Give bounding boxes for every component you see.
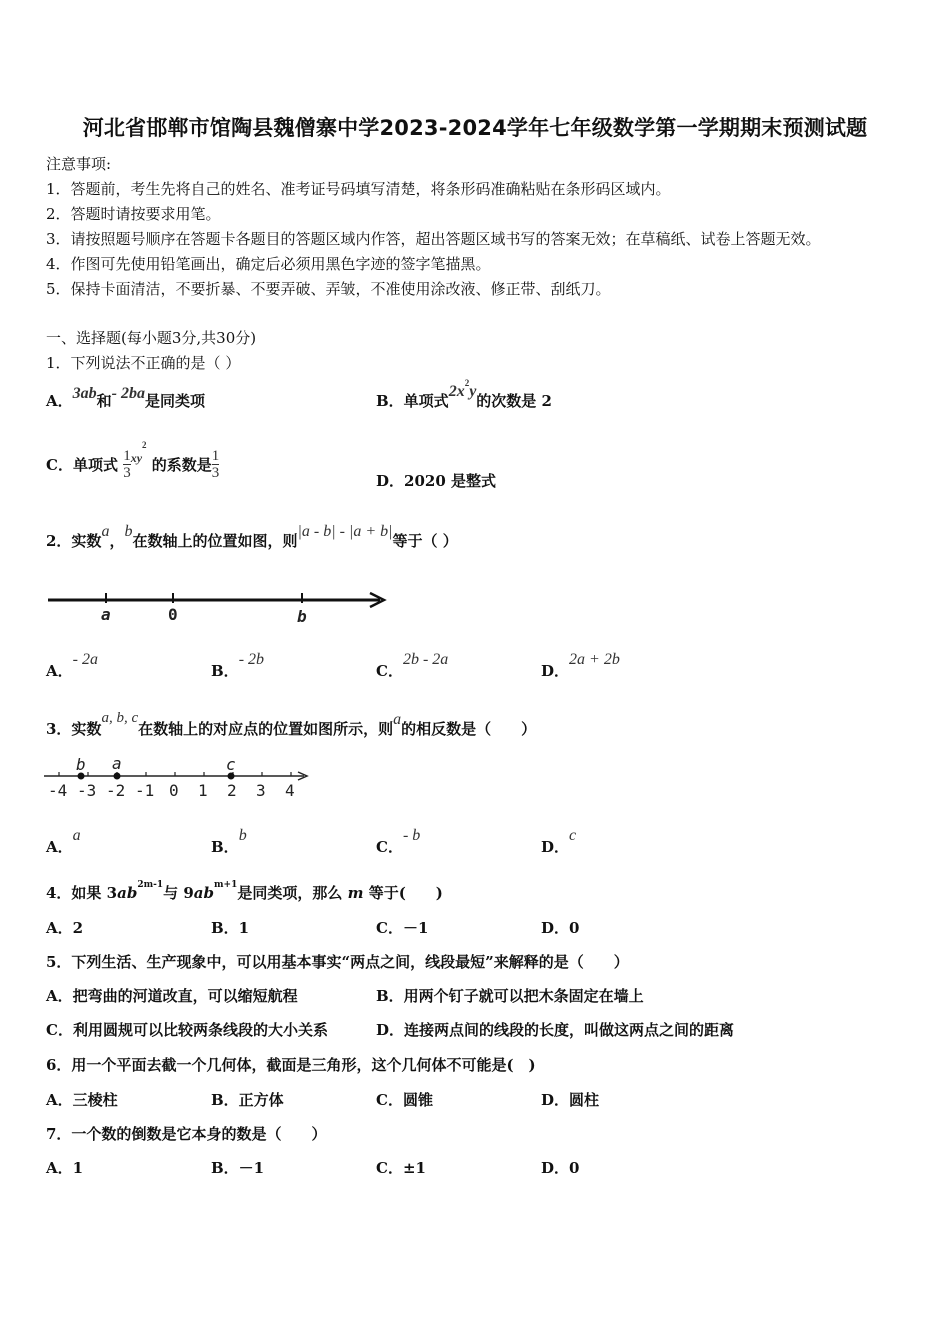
q5-option-b: B．用两个钉子就可以把木条固定在墙上	[376, 987, 644, 1005]
q3-option-c: C．- b	[376, 827, 421, 856]
q5-option-c: C．利用圆规可以比较两条线段的大小关系	[46, 1021, 328, 1039]
q6-option-c: C．圆锥	[376, 1091, 433, 1109]
note-item: 3．请按照题号顺序在答题卡各题目的答题区域内作答，超出答题区域书写的答案无效；在草稿纸、试卷上答题无效。	[46, 230, 821, 248]
note-item: 1．答题前，考生先将自己的姓名、准考证号码填写清楚，将条形码准确粘贴在条形码区域内。	[46, 180, 671, 198]
q7-stem: 7．一个数的倒数是它本身的数是（ ）	[46, 1125, 327, 1143]
label-c: c	[226, 756, 236, 774]
note-item: 4．作图可先使用铅笔画出，确定后必须用黑色字迹的签字笔描黑。	[46, 255, 491, 273]
tick-label: 2	[227, 781, 237, 800]
section-heading: 一、选择题(每小题3分,共30分)	[46, 329, 257, 347]
q6-stem: 6．用一个平面去截一个几何体，截面是三角形，这个几何体不可能是( )	[46, 1056, 536, 1074]
q2-number-line	[40, 585, 400, 630]
q7-option-c: C．±1	[376, 1159, 426, 1177]
tick-label: -3	[77, 781, 97, 800]
label-b: b	[76, 756, 86, 774]
q7-option-b: B．－1	[211, 1159, 265, 1177]
tick-label: -1	[135, 781, 155, 800]
note-item: 2．答题时请按要求用笔。	[46, 205, 221, 223]
q3-number-line	[40, 756, 320, 804]
q1-option-d: D．2020 是整式	[376, 472, 496, 490]
tick-label: -4	[48, 781, 68, 800]
q5-option-a: A．把弯曲的河道改直，可以缩短航程	[46, 987, 298, 1005]
q1-option-a: A．3ab和- 2ba是同类项	[46, 385, 205, 410]
tick-label: 0	[169, 781, 179, 800]
q3-option-a: A．a	[46, 827, 81, 856]
q2-option-a: A．- 2a	[46, 651, 98, 680]
notes-heading: 注意事项:	[46, 155, 112, 173]
q4-stem: 4．如果 $3ab^{2m-1}$与 $9ab^{m+1}$是同类项，那么 m 等于( )	[46, 880, 443, 902]
q7-option-a: A．1	[46, 1159, 84, 1177]
q1-stem: 1．下列说法不正确的是（ ）	[46, 354, 241, 372]
point-a	[114, 773, 121, 780]
q6-option-b: B．正方体	[211, 1091, 284, 1109]
tick-label: -2	[106, 781, 126, 800]
tick-label: 4	[285, 781, 295, 800]
q1-option-b: B．单项式$2x^2y$的次数是 2	[376, 378, 552, 410]
q3-option-d: D．c	[541, 827, 577, 856]
q2-option-d: D．2a + 2b	[541, 651, 620, 680]
q5-option-d: D．连接两点间的线段的长度，叫做这两点之间的距离	[376, 1021, 735, 1039]
q7-option-d: D．0	[541, 1159, 580, 1177]
page-title: 河北省邯郸市馆陶县魏僧寨中学2023-2024学年七年级数学第一学期期末预测试题	[82, 116, 868, 140]
q4-option-d: D．0	[541, 919, 580, 937]
q6-option-a: A．三棱柱	[46, 1091, 118, 1109]
q5-stem: 5．下列生活、生产现象中，可以用基本事实“两点之间，线段最短”来解释的是（ ）	[46, 953, 629, 971]
q3-option-b: B．b	[211, 827, 247, 856]
label-b: b	[297, 607, 307, 626]
q6-option-d: D．圆柱	[541, 1091, 600, 1109]
label-a: a	[112, 756, 122, 773]
q1-option-c: C．单项式 $\frac{1}{3}$ $^{xy^2}$ 的系数是 $\frac{1}{3}$	[46, 439, 220, 481]
q2-option-b: B．- 2b	[211, 651, 265, 680]
tick-label: 1	[198, 781, 208, 800]
label-0: 0	[168, 605, 178, 624]
q2-option-c: C．2b - 2a	[376, 651, 449, 680]
q4-option-a: A．2	[46, 919, 84, 937]
note-item: 5．保持卡面清洁，不要折暴、不要弄破、弄皱，不准使用涂改液、修正带、刮纸刀。	[46, 280, 611, 298]
q2-stem: 2．实数a，b在数轴上的位置如图，则|a - b| - |a + b|等于（ ）	[46, 523, 458, 550]
tick-label: 3	[256, 781, 266, 800]
q3-stem: 3．实数a, b, c在数轴上的对应点的位置如图所示，则a的相反数是（ ）	[46, 710, 537, 738]
label-a: a	[101, 605, 111, 624]
q4-option-b: B．1	[211, 919, 250, 937]
q4-option-c: C．－1	[376, 919, 429, 937]
